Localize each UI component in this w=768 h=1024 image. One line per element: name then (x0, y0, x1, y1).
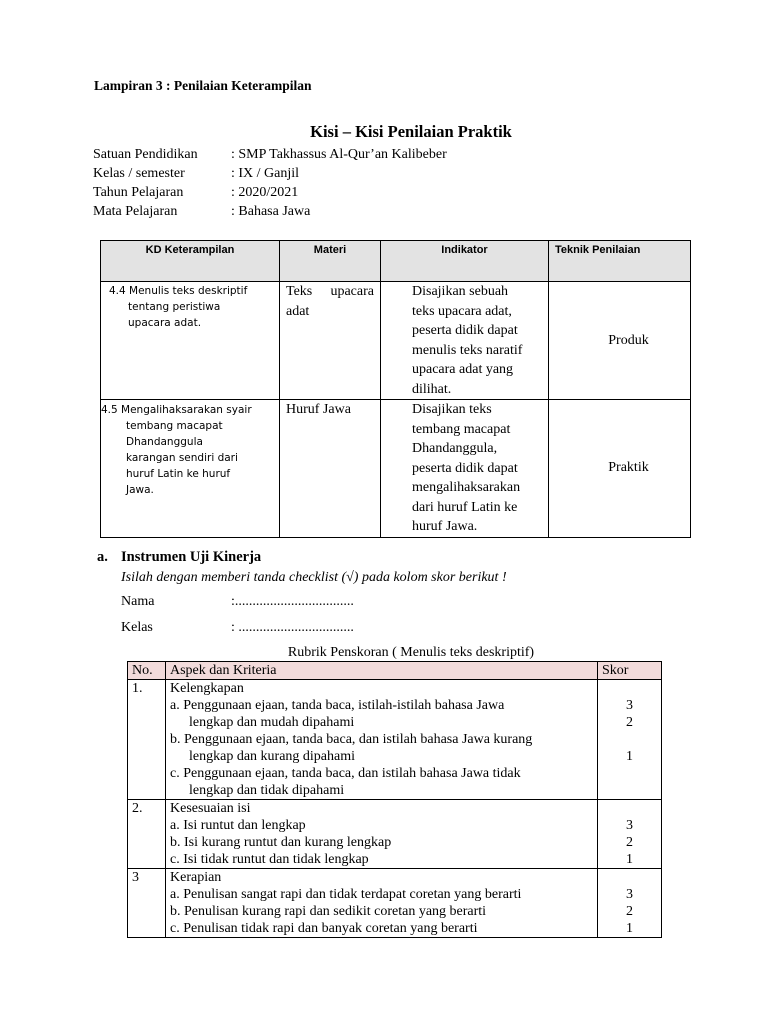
name-blank: :.................................. (231, 594, 354, 609)
meta-key: Satuan Pendidikan (93, 147, 198, 162)
skor-value: 1 (626, 852, 633, 867)
class-label: Kelas (121, 620, 153, 635)
kd-table-row (101, 400, 691, 538)
indikator-line: Disajikan teks (412, 402, 492, 417)
section-label: a. (97, 549, 108, 565)
kriteria-line: lengkap dan mudah dipahami (189, 715, 355, 730)
kriteria-line: b. Penggunaan ejaan, tanda baca, dan istilah bahasa Jawa kurang (170, 732, 533, 747)
instruction-text: Isilah dengan memberi tanda checklist (√) pada kolom skor berikut ! (121, 570, 507, 585)
kd-line: huruf Latin ke huruf (126, 468, 231, 480)
kd-line: tembang macapat (126, 420, 223, 432)
rubric-skor (598, 680, 662, 800)
meta-row (93, 183, 447, 202)
rubric-title: Rubrik Penskoran ( Menulis teks deskriptif) (287, 645, 535, 660)
aspek-col-header: Aspek dan Kriteria (166, 662, 598, 680)
indikator-line: dilihat. (412, 381, 452, 397)
meta-row (93, 202, 447, 221)
identity-block (93, 145, 447, 221)
kriteria-line: lengkap dan kurang dipahami (189, 749, 356, 764)
kd-line: Dhandanggula (126, 436, 203, 448)
indikator-line: upacara adat yang (412, 362, 514, 377)
skor-value: 3 (626, 887, 633, 902)
skor-value: 2 (626, 904, 633, 919)
kd-cell (101, 282, 280, 400)
kd-line: tentang peristiwa (128, 301, 221, 313)
aspek-title: Kelengkapan (170, 681, 244, 696)
rubric-table (127, 661, 662, 938)
rubric-skor (598, 869, 662, 938)
kriteria-line: b. Isi kurang runtut dan kurang lengkap (170, 835, 392, 850)
meta-key: Kelas / semester (93, 166, 185, 181)
materi-text: Huruf Jawa (286, 402, 351, 417)
indikator-line: tembang macapat (412, 421, 511, 437)
kd-line: 4.5 Mengalihaksarakan syair (101, 404, 252, 416)
appendix-label: Lampiran 3 : Penilaian Keterampilan (94, 78, 312, 93)
name-field (121, 594, 354, 610)
kriteria-line: a. Penggunaan ejaan, tanda baca, istilah-istilah bahasa Jawa (170, 698, 505, 713)
rubric-no: 3 (128, 869, 166, 938)
teknik-text: Produk (608, 332, 649, 348)
kd-table-header (101, 241, 691, 282)
indikator-line: peserta didik dapat (412, 460, 518, 476)
kriteria-line: a. Isi runtut dan lengkap (170, 818, 306, 833)
kriteria-line: b. Penulisan kurang rapi dan sedikit coretan yang berarti (170, 904, 487, 919)
kd-cell (101, 400, 280, 538)
meta-value: : IX / Ganjil (231, 166, 300, 181)
name-label: Nama (121, 594, 155, 609)
materi-cell (280, 282, 381, 400)
rubric-skor (598, 800, 662, 869)
rubric-criteria (166, 800, 598, 869)
meta-value: : 2020/2021 (231, 185, 299, 200)
kriteria-line: c. Penggunaan ejaan, tanda baca, dan istilah bahasa Jawa tidak (170, 766, 521, 781)
rubric-row (128, 800, 662, 869)
kd-col-header: KD Keterampilan (101, 241, 280, 282)
indikator-cell (381, 400, 549, 538)
meta-value: : SMP Takhassus Al-Qur’an Kalibeber (231, 147, 447, 162)
meta-key: Tahun Pelajaran (93, 185, 184, 200)
meta-key: Mata Pelajaran (93, 204, 178, 219)
rubric-criteria (166, 869, 598, 938)
rubric-no: 2. (128, 800, 166, 869)
kriteria-line: lengkap dan tidak dipahami (189, 783, 345, 798)
materi-text: Teks upacara adat (286, 284, 374, 319)
skor-col-header: Skor (598, 662, 662, 680)
meta-row (93, 145, 447, 164)
indikator-line: menulis teks naratif (412, 342, 523, 358)
indikator-line: huruf Jawa. (412, 519, 478, 534)
kd-line: 4.4 Menulis teks deskriptif (109, 285, 248, 297)
skor-value: 2 (626, 715, 633, 730)
indikator-cell (381, 282, 549, 400)
meta-row (93, 164, 447, 183)
skor-value: 1 (626, 921, 633, 936)
materi-cell (280, 400, 381, 538)
kd-table (100, 240, 691, 538)
skor-value: 2 (626, 835, 633, 850)
aspek-title: Kesesuaian isi (170, 801, 251, 816)
kd-table-row (101, 282, 691, 400)
indikator-col-header: Indikator (381, 241, 549, 282)
class-blank: : ................................. (231, 620, 354, 635)
teknik-col-header: Teknik Penilaian (549, 241, 691, 282)
kd-line: karangan sendiri dari (126, 452, 238, 464)
kriteria-line: a. Penulisan sangat rapi dan tidak terdapat coretan yang berarti (170, 887, 522, 902)
meta-value: : Bahasa Jawa (231, 204, 311, 219)
kriteria-line: c. Penulisan tidak rapi dan banyak coretan yang berarti (170, 921, 478, 936)
kriteria-line: c. Isi tidak runtut dan tidak lengkap (170, 852, 369, 867)
skor-value: 3 (626, 698, 633, 713)
class-field (121, 620, 354, 636)
kd-line: upacara adat. (128, 317, 202, 329)
rubric-no: 1. (128, 680, 166, 800)
skor-value: 1 (626, 749, 633, 764)
indikator-line: dari huruf Latin ke (412, 499, 518, 515)
teknik-cell (549, 282, 691, 400)
indikator-line: Dhandanggula, (412, 441, 498, 456)
teknik-cell (549, 400, 691, 538)
indikator-line: mengalihaksarakan (412, 480, 521, 495)
rubric-row (128, 869, 662, 938)
aspek-title: Kerapian (170, 870, 222, 885)
rubric-header (128, 662, 662, 680)
teknik-text: Praktik (608, 460, 649, 476)
section-heading (97, 549, 261, 566)
no-col-header: No. (128, 662, 166, 680)
rubric-row (128, 680, 662, 800)
document-title: Kisi – Kisi Penilaian Praktik (310, 122, 512, 141)
skor-value: 3 (626, 818, 633, 833)
indikator-line: peserta didik dapat (412, 323, 518, 338)
materi-col-header: Materi (280, 241, 381, 282)
indikator-line: Disajikan sebuah (412, 284, 509, 299)
indikator-line: teks upacara adat, (412, 303, 512, 319)
kd-line: Jawa. (126, 484, 154, 496)
rubric-criteria (166, 680, 598, 800)
section-title: Instrumen Uji Kinerja (121, 549, 262, 565)
